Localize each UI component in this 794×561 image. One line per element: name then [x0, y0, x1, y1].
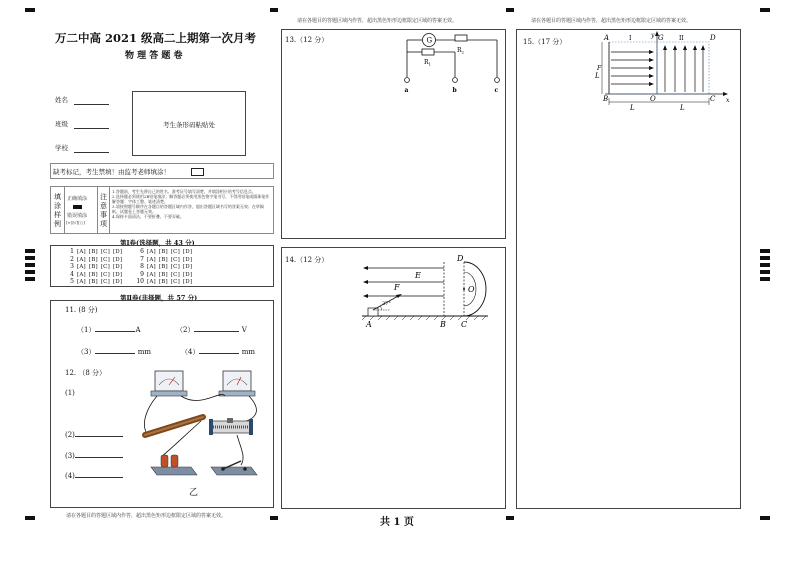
terminal-a-icon [405, 78, 410, 83]
choice-bubble[interactable]: [B] [88, 271, 98, 278]
choice-answer-box [50, 245, 274, 287]
absent-mark-row [50, 163, 274, 179]
terminal-b-label: b [452, 87, 457, 94]
choice-row [65, 248, 125, 256]
label-g: G [658, 34, 664, 42]
q15-label: 15.（17 分） [523, 38, 567, 46]
q11-q12-answer-box [50, 300, 274, 508]
battery-icon [151, 455, 197, 475]
q14-track-diagram [360, 252, 490, 328]
barcode-label: 考生条形码粘贴处 [163, 121, 215, 129]
resistor-r2-icon [455, 35, 467, 41]
choice-bubble[interactable]: [A] [147, 256, 156, 263]
registration-mark [506, 8, 514, 12]
wrong-fill-label: 错误填涂 [67, 213, 88, 219]
choice-bubble[interactable]: [B] [158, 279, 168, 286]
center-o-icon [463, 288, 465, 290]
choice-row [65, 256, 125, 264]
q11-answer1-field[interactable] [95, 331, 135, 332]
name-field[interactable] [74, 95, 109, 105]
choice-row [65, 278, 125, 286]
registration-mark [25, 8, 35, 12]
choice-bubble[interactable]: [A] [77, 279, 86, 286]
section1-title: 第Ⅰ卷(选择题，共 43 分) [120, 239, 195, 247]
label-o: O [468, 285, 475, 294]
area-notice: 请在各题目的答题区域内作答，超出黑色矩形边框限定区域的答案无效。 [297, 18, 458, 24]
area-notice: 请在各题目的答题区域内作答，超出黑色矩形边框限定区域的答案无效。 [66, 513, 227, 519]
q12-apparatus-figure [141, 369, 266, 499]
choice-row [135, 263, 195, 271]
registration-mark [25, 516, 35, 520]
choice-bubble[interactable]: [C] [170, 271, 180, 278]
choice-bubble[interactable]: [A] [147, 279, 156, 286]
choice-row [135, 271, 195, 279]
q13-answer-box [281, 29, 506, 239]
choice-bubble[interactable]: [C] [100, 264, 110, 271]
q12-part1: (1) [65, 389, 75, 397]
question-number: 7 [140, 255, 144, 263]
q13-circuit-diagram [397, 32, 502, 102]
q11-answer4-field[interactable] [199, 353, 239, 354]
school-label: 学校 [55, 144, 68, 152]
label-x: x [726, 97, 730, 104]
choice-bubble[interactable]: [D] [112, 271, 123, 278]
question-number: 5 [70, 278, 74, 286]
fill-example-divider [109, 187, 110, 233]
correct-fill-label: 正确填涂 [67, 196, 88, 202]
label-d: D [457, 254, 464, 263]
choice-bubble[interactable]: [B] [88, 279, 98, 286]
fill-example-label: 填涂样例 [54, 193, 61, 228]
choice-bubble[interactable]: [B] [158, 249, 168, 255]
q12-part4: (4) [65, 472, 123, 480]
choice-bubble[interactable]: [C] [170, 279, 180, 286]
label-d: D [710, 34, 716, 42]
choice-bubble[interactable]: [C] [100, 256, 110, 263]
choice-bubble[interactable]: [A] [147, 264, 156, 271]
question-number: 1 [70, 248, 74, 255]
label-a: A [366, 320, 372, 328]
q12-label: 12. （8 分） [65, 369, 107, 377]
q11-answer3-field[interactable] [95, 353, 135, 354]
label-c: C [461, 320, 468, 328]
answer-sheet-subtitle: 物 理 答 题 卷 [125, 51, 183, 61]
correct-fill-sample [73, 205, 82, 209]
absent-checkbox[interactable] [191, 168, 204, 176]
q15-field-diagram [595, 30, 733, 112]
question-number: 8 [140, 263, 144, 271]
q11-answer2-field[interactable] [194, 331, 239, 332]
q14-answer-box [281, 247, 506, 509]
choice-bubble[interactable]: [D] [112, 279, 123, 286]
choice-bubble[interactable]: [B] [158, 264, 168, 271]
q12-part3: (3) [65, 452, 123, 460]
choice-bubble[interactable]: [D] [182, 279, 193, 286]
choice-bubble[interactable]: [D] [182, 256, 193, 263]
choice-bubble[interactable]: [B] [88, 249, 98, 255]
note-item: 4.保持卡面清洁，不要折叠，不要弄破。 [112, 214, 184, 219]
choice-bubble[interactable]: [A] [77, 264, 86, 271]
q12-part2: (2) [65, 431, 123, 439]
r2-label: $R_2$ [457, 47, 465, 55]
q11-label: 11. (8 分) [65, 306, 98, 314]
ammeter-icon [151, 371, 187, 396]
question-number: 9 [140, 270, 144, 278]
q11-part4: （4） mm [181, 348, 255, 356]
registration-mark [270, 516, 278, 520]
label-l-left: L [630, 104, 635, 112]
block-icon [368, 308, 378, 316]
choice-bubble[interactable]: [C] [100, 249, 110, 255]
notes-list [112, 189, 271, 219]
choice-bubble[interactable]: [A] [77, 256, 86, 263]
area-notice: 请在各题目的答题区域内作答，超出黑色矩形边框限定区域的答案无效。 [531, 18, 692, 24]
question-number: 2 [70, 255, 74, 263]
name-label: 姓名 [55, 96, 68, 104]
label-a: A [604, 34, 610, 42]
q11-part1: （1） A [77, 326, 141, 334]
exam-title: 万二中高 2021 级高二上期第一次月考 [55, 31, 257, 45]
barcode-area [132, 91, 246, 156]
choice-bubble[interactable]: [D] [182, 264, 193, 271]
choice-column-right [135, 248, 195, 286]
label-b: B [603, 95, 609, 103]
q11-part3: （3） mm [77, 348, 151, 356]
choice-row [65, 271, 125, 279]
label-f: F [394, 283, 400, 292]
choice-bubble[interactable]: [A] [77, 249, 86, 255]
terminal-a-label: a [404, 87, 409, 94]
label-o: O [650, 95, 656, 103]
registration-mark [760, 516, 770, 520]
choice-bubble[interactable]: [B] [158, 256, 168, 263]
choice-row [135, 248, 195, 256]
class-label: 班级 [55, 120, 68, 128]
q12-answer2-field[interactable] [75, 436, 123, 437]
choice-row [135, 278, 195, 286]
q12-answer4-field[interactable] [75, 477, 123, 478]
choice-bubble[interactable]: [D] [112, 249, 123, 255]
resistance-wire-icon [145, 417, 203, 435]
registration-mark [506, 516, 514, 520]
label-i: I [629, 35, 632, 42]
choice-bubble[interactable]: [B] [88, 256, 98, 263]
resistor-r1-icon [422, 49, 434, 55]
choice-bubble[interactable]: [C] [100, 279, 110, 286]
fill-example-box [50, 186, 274, 234]
registration-mark [270, 8, 278, 12]
label-l-vertical: L [595, 72, 600, 80]
choice-bubble[interactable]: [C] [170, 264, 180, 271]
q15-answer-box [516, 29, 741, 509]
choice-row [135, 256, 195, 264]
choice-bubble[interactable]: [C] [170, 256, 180, 263]
q12-answer3-field[interactable] [75, 457, 123, 458]
label-angle: 37° [382, 301, 391, 307]
choice-bubble[interactable]: [A] [147, 271, 156, 278]
school-field[interactable] [74, 143, 109, 153]
q11-part2: （2） V [176, 326, 247, 334]
question-number: 6 [140, 248, 144, 255]
voltmeter-icon [219, 371, 255, 396]
choice-row [65, 263, 125, 271]
fill-example-divider [64, 187, 65, 233]
note-item: 3.请按照题号顺序在各题目的答题区域内作答，超出答题区域书写的答案无效；在草稿纸、试题卷上答题无效。 [112, 204, 264, 214]
absent-text: 缺考标记，考生禁填！由监考老师填涂！ [53, 168, 170, 176]
notes-label: 注意事项 [100, 193, 107, 228]
choice-bubble[interactable]: [C] [100, 271, 110, 278]
choice-bubble[interactable]: [D] [182, 249, 193, 255]
class-field[interactable] [74, 119, 109, 129]
choice-column-left [65, 248, 125, 286]
question-number: 4 [70, 270, 74, 278]
q14-label: 14.（12 分） [285, 256, 329, 264]
label-b: B [440, 320, 446, 328]
r1-label: $R_1$ [424, 59, 432, 67]
wrong-fill-sample: [×][√][○] [66, 220, 85, 225]
label-ii: II [679, 35, 684, 42]
label-e: E [415, 271, 421, 280]
label-y: y [651, 32, 655, 39]
label-c: C [710, 95, 716, 103]
fill-example-divider [97, 187, 98, 233]
choice-bubble[interactable]: [B] [158, 271, 168, 278]
galvanometer-label: G [426, 36, 433, 45]
choice-bubble[interactable]: [B] [88, 264, 98, 271]
choice-bubble[interactable]: [D] [112, 256, 123, 263]
note-item: 1.答题前，考生先将自己的姓名、准考证号填写清楚，并填涂相应的考号信息点。 [112, 189, 256, 194]
registration-mark [760, 8, 770, 12]
page-count: 共 1 页 [380, 517, 414, 528]
q13-label: 13.（12 分） [285, 36, 329, 44]
question-number: 10 [136, 278, 144, 286]
note-item: 2.选择题必须使用2B铅笔填涂；解答题必须使用黑色签字笔书写，不得用铅笔或圆珠笔作解答题：字体工整、笔迹清楚。 [112, 194, 270, 204]
q12-figure-caption: 乙 [189, 488, 199, 498]
choice-bubble[interactable]: [C] [170, 249, 180, 255]
choice-bubble[interactable]: [D] [112, 264, 123, 271]
switch-icon [211, 461, 257, 475]
choice-bubble[interactable]: [D] [182, 271, 193, 278]
question-number: 3 [70, 263, 74, 271]
label-l-right: L [680, 104, 685, 112]
section2-title: 第Ⅱ卷(非择题，共 57 分) [120, 294, 198, 302]
terminal-c-label: c [494, 87, 499, 94]
choice-bubble[interactable]: [A] [77, 271, 86, 278]
choice-bubble[interactable]: [A] [147, 249, 156, 255]
terminal-b-icon [453, 78, 458, 83]
terminal-c-icon [495, 78, 500, 83]
label-f: F [597, 65, 602, 72]
